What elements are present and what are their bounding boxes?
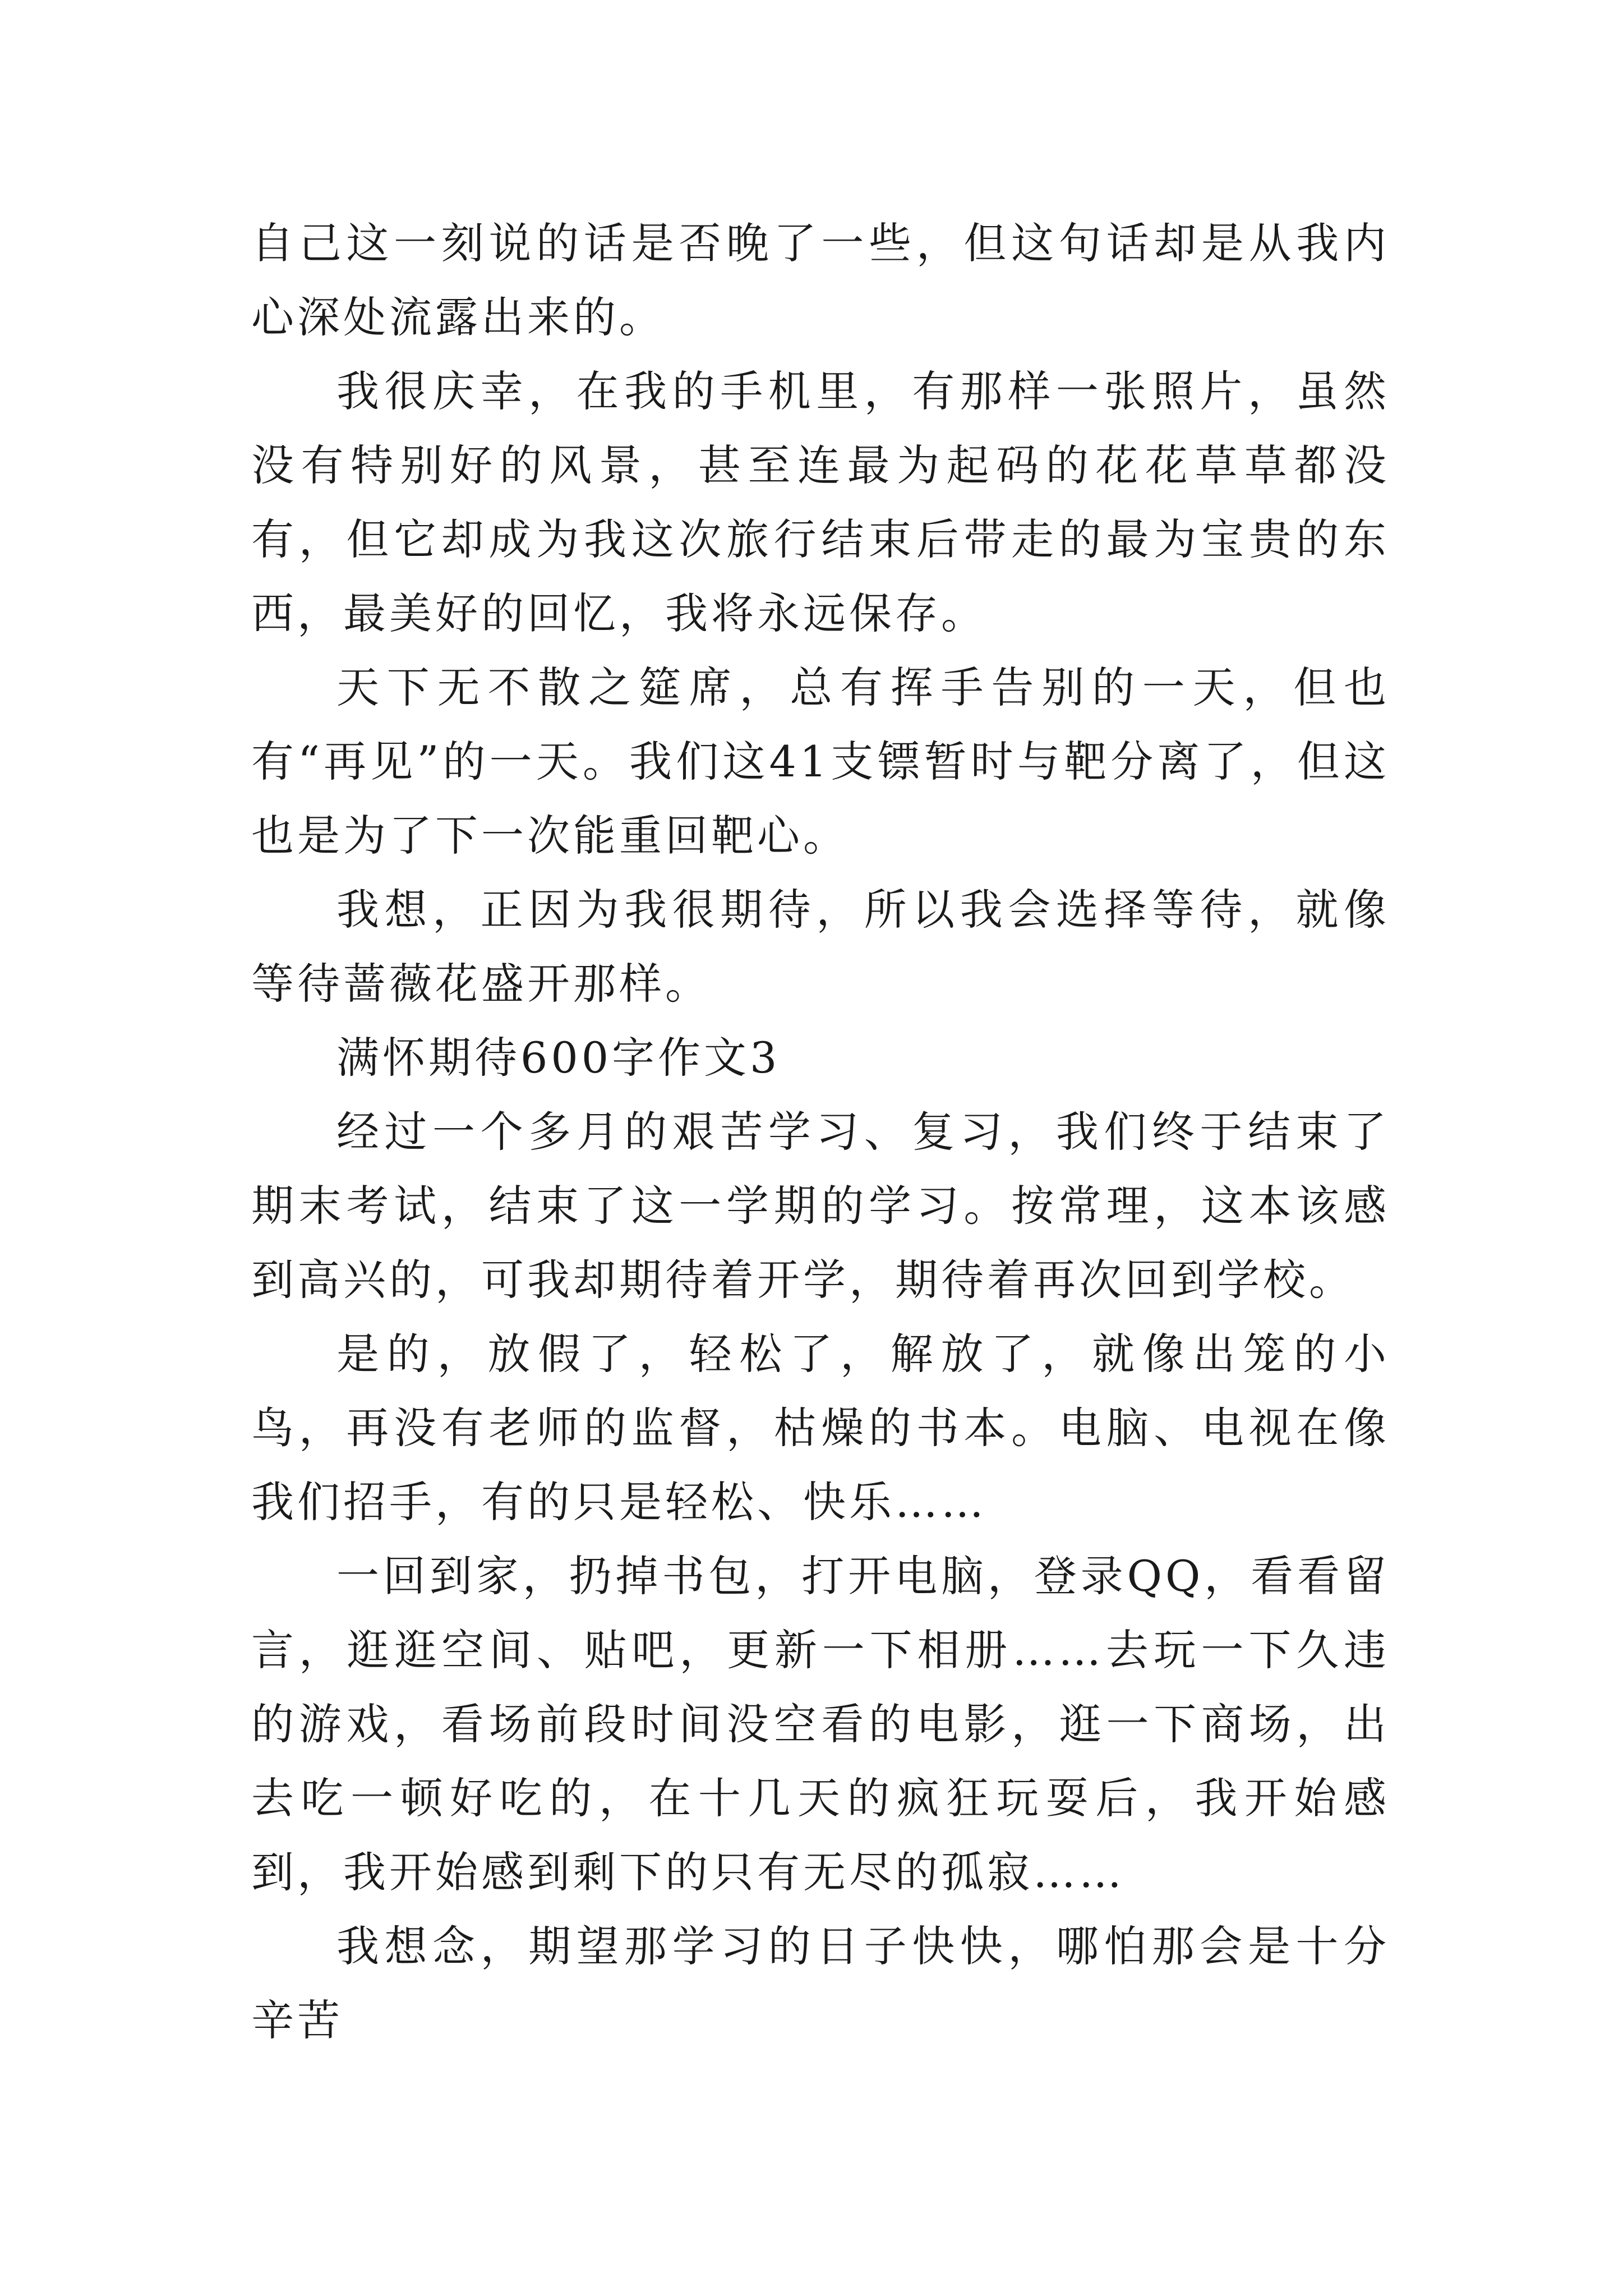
paragraph-longing: 我想念，期望那学习的日子快快，哪怕那会是十分辛苦 <box>251 1921 1390 2045</box>
paragraph-waiting: 我想，正因为我很期待，所以我会选择等待，就像等待蔷薇花盛开那样。 <box>251 885 1390 1009</box>
document-body <box>251 206 1390 2058</box>
paragraph-vacation: 是的，放假了，轻松了，解放了，就像出笼的小鸟，再没有老师的监督，枯燥的书本。电脑、电视在像我们招手，有的只是轻松、快乐…… <box>251 1329 1390 1527</box>
paragraph-continuation: 自己这一刻说的话是否晚了一些，但这句话却是从我内心深处流露出来的。 <box>251 218 1390 342</box>
paragraph-home-activities: 一回到家，扔掉书包，打开电脑，登录QQ，看看留言，逛逛空间、贴吧，更新一下相册……去玩一下久违的游戏，看场前段时间没空看的电影，逛一下商场，出去吃一顿好吃的，在十几天的疯狂玩耍后，我开始感到，我开始感到剩下的只有无尽的孤寂…… <box>251 1551 1390 1897</box>
paragraph-farewell: 天下无不散之筵席，总有挥手告别的一天，但也有“再见”的一天。我们这41支镖暂时与靶分离了，但这也是为了下一次能重回靶心。 <box>251 662 1390 861</box>
paragraph-exam-end: 经过一个多月的艰苦学习、复习，我们终于结束了期末考试，结束了这一学期的学习。按常理，这本该感到高兴的，可我却期待着开学，期待着再次回到学校。 <box>251 1107 1390 1305</box>
essay-title: 满怀期待600字作文3 <box>336 1033 781 1083</box>
paragraph-photo-memory: 我很庆幸，在我的手机里，有那样一张照片，虽然没有特别好的风景，甚至连最为起码的花花草草都没有，但它却成为我这次旅行结束后带走的最为宝贵的东西，最美好的回忆，我将永远保存。 <box>251 366 1390 638</box>
